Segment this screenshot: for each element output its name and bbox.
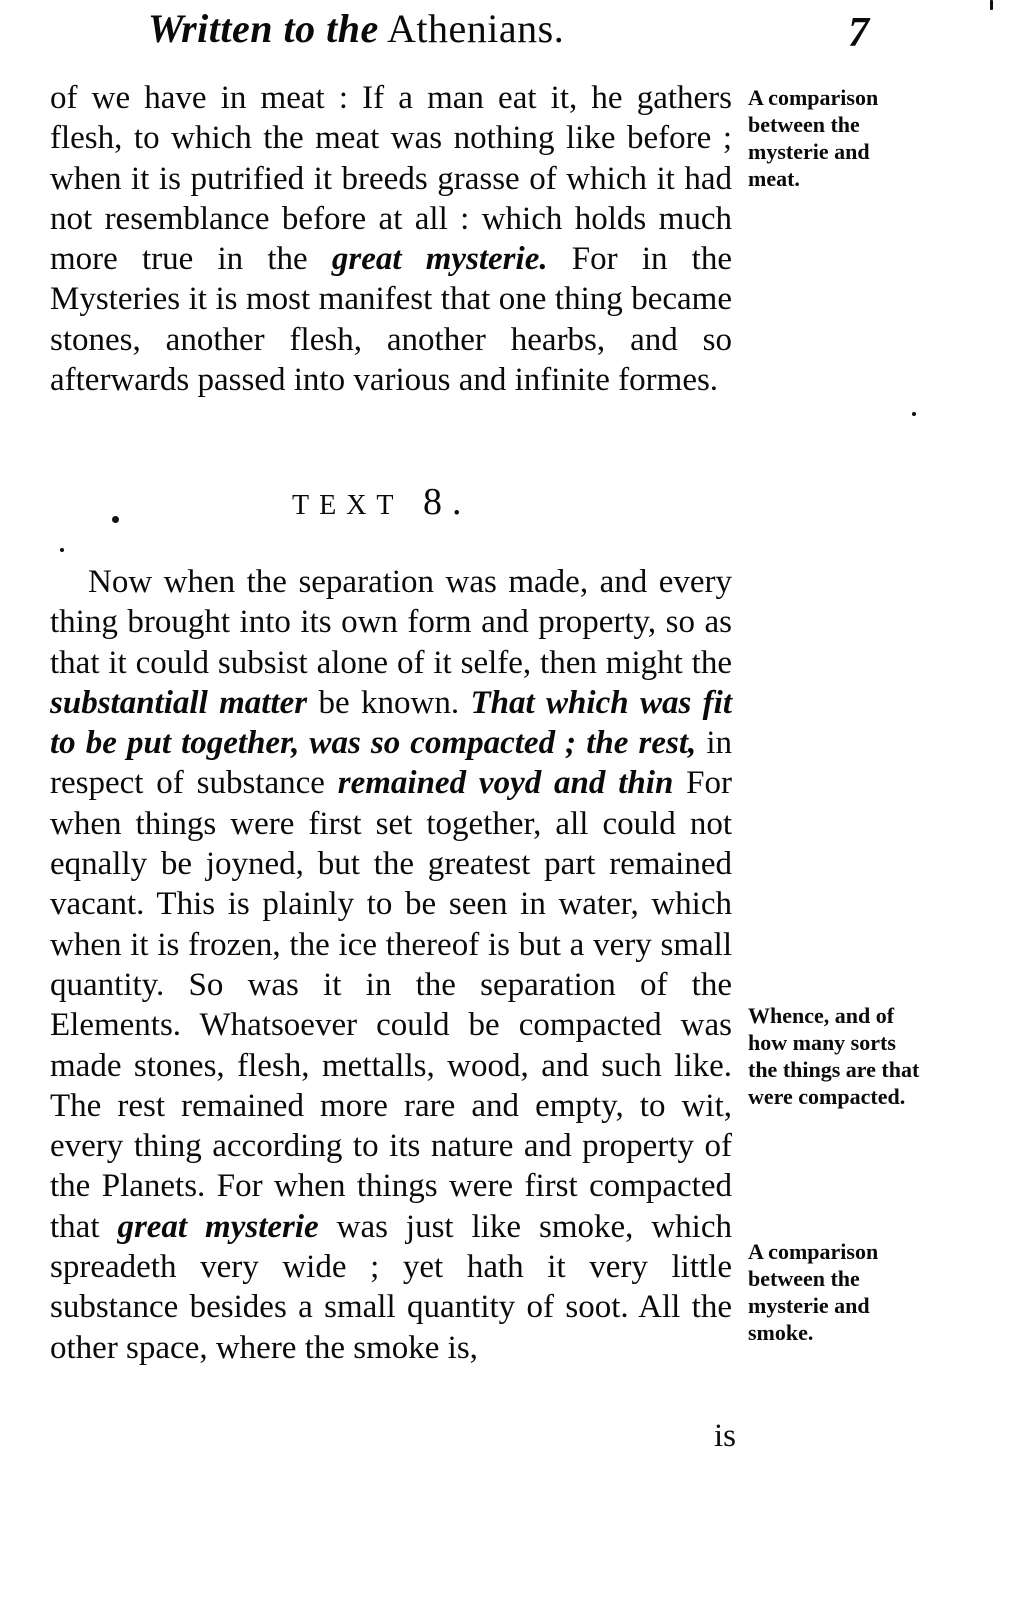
margin-note: A comparison between the mysterie and smoke. <box>748 1239 879 1345</box>
running-head-italic: Written to the <box>148 6 379 51</box>
text-run: be known. <box>307 684 471 721</box>
paragraph <box>50 562 732 1368</box>
ink-speck <box>60 548 64 552</box>
ink-speck <box>112 516 119 523</box>
running-head-roman: Athenians. <box>387 6 565 51</box>
running-head <box>148 6 564 52</box>
text-run: of we have in meat : If a man eat it, he gathers flesh, to which the meat was nothing like before ; when it is putrified it breeds grasse of which it had not resemblance before at all : which holds much more true in the <box>50 80 732 278</box>
paragraph <box>50 78 732 400</box>
text-run: in respect of substance <box>50 725 732 802</box>
text-run: Now when the separation was made, and every thing brought into its own form and property, so as that it could subsist alone of it selfe, then might the <box>50 564 732 681</box>
margin-note: A comparison between the mysterie and meat. <box>748 85 879 191</box>
section-heading-word: TEXT <box>292 490 404 521</box>
italic-run: great mysterie <box>117 1208 319 1245</box>
text-run: For when things were first set together, all could not eqnally be joyned, but the greatest part remained vacant. This is plainly to be seen in water, which when it is frozen, the ice thereof is but a very small quantity. So was it in the separation of the Elements. Whatsoever could be compacted was made stones, flesh, mettalls, wood, and such like. The rest remained more rare and empty, to wit, every thing according to its nature and property of the Planets. For when things were first compacted that <box>50 765 732 1245</box>
italic-run: great mysterie. <box>331 241 548 278</box>
italic-run: remained voyd and thin <box>337 765 674 802</box>
text-run: For in the Mysteries it is most manifest that one thing became stones, another flesh, another hearbs, and so afterwards passed into various and infinite formes. <box>50 241 732 399</box>
italic-run: substantiall matter <box>50 684 308 721</box>
ink-speck <box>990 0 993 10</box>
italic-run: That which was fit to be put together, was so compacted ; the rest, <box>50 684 733 762</box>
page-number: 7 <box>848 10 869 56</box>
text-block-7-ending <box>50 78 732 400</box>
section-heading <box>292 478 472 530</box>
text-block-8 <box>50 562 732 1368</box>
section-heading-number: 8. <box>423 481 472 523</box>
margin-note: Whence, and of how many sorts the things are that were compacted. <box>748 1003 920 1109</box>
text-run: was just like smoke, which spreadeth very wide ; yet hath it very little substance besides a small quantity of soot. All the other space, where the smoke is, <box>50 1208 732 1366</box>
catchword: is <box>714 1418 737 1454</box>
ink-speck <box>912 412 916 416</box>
